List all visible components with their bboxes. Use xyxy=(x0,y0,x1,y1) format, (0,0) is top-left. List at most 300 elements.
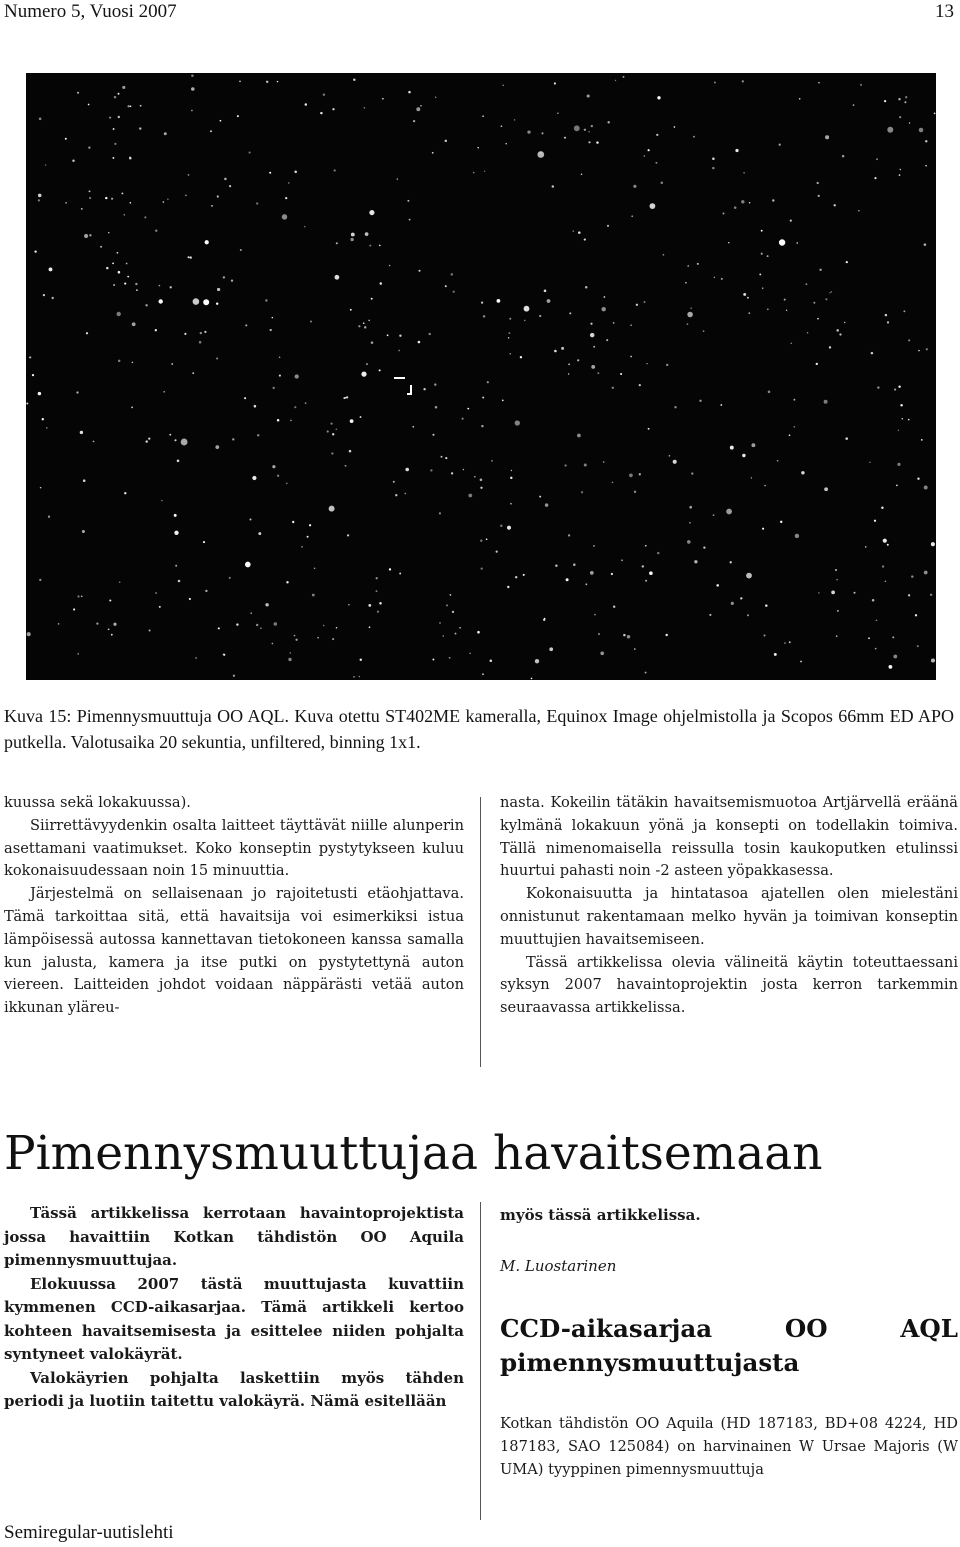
star xyxy=(749,202,750,203)
star xyxy=(192,372,194,374)
star xyxy=(389,265,391,267)
star xyxy=(407,200,409,202)
star xyxy=(581,173,583,175)
star xyxy=(408,91,411,94)
star xyxy=(389,568,391,570)
star xyxy=(731,602,734,605)
star xyxy=(312,594,315,597)
star xyxy=(898,430,899,431)
star xyxy=(591,365,595,369)
star xyxy=(515,420,520,425)
star xyxy=(899,116,901,118)
star xyxy=(236,623,238,625)
star xyxy=(379,245,381,247)
star xyxy=(824,400,828,404)
star xyxy=(728,242,729,243)
star xyxy=(118,360,120,362)
star xyxy=(547,299,551,303)
star xyxy=(369,245,371,247)
star xyxy=(223,653,225,655)
star xyxy=(693,136,695,138)
star xyxy=(515,576,517,578)
star xyxy=(712,157,715,160)
star xyxy=(480,487,482,489)
star xyxy=(332,433,334,435)
star xyxy=(590,323,592,325)
lead-paragraph: myös tässä artikkelissa. xyxy=(500,1206,701,1224)
star xyxy=(481,567,483,569)
star xyxy=(250,519,252,521)
star xyxy=(124,283,126,285)
star xyxy=(747,614,749,616)
star xyxy=(713,514,715,516)
star xyxy=(584,129,586,131)
star xyxy=(714,277,715,278)
star xyxy=(455,633,457,635)
star xyxy=(301,546,303,548)
paragraph: Tässä artikkelissa olevia välineitä käytin toteuttaessani syksyn 2007 havaintoprojektin josta kerron tarkemmin seuraavassa artikkelissa. xyxy=(500,953,958,1017)
star xyxy=(687,312,693,318)
star xyxy=(376,590,378,592)
star xyxy=(905,96,907,98)
star xyxy=(73,608,75,610)
author-name: M. Luostarinen xyxy=(500,1257,617,1275)
star xyxy=(793,426,795,428)
star xyxy=(309,524,311,526)
article-lead-continued xyxy=(500,1204,958,1228)
star xyxy=(428,333,430,335)
star xyxy=(818,195,820,197)
star xyxy=(216,302,218,304)
star xyxy=(926,348,928,350)
star xyxy=(317,637,319,639)
star xyxy=(451,472,453,474)
star xyxy=(310,321,312,323)
star xyxy=(799,98,801,100)
star xyxy=(931,658,935,662)
star xyxy=(442,635,444,637)
star xyxy=(743,172,745,174)
star xyxy=(432,152,434,154)
star xyxy=(751,477,752,478)
star xyxy=(584,463,587,466)
figure-caption: Kuva 15: Pimennysmuuttuja OO AQL. Kuva otettu ST402ME kameralla, Equinox Image ohjelmistolla ja Scopos 66mm ED APO putkella. Valotusaika 20 sekuntia, unfiltered, binning 1x1. xyxy=(4,706,954,752)
star xyxy=(286,483,288,485)
star xyxy=(502,400,504,402)
star xyxy=(114,96,117,99)
star xyxy=(216,358,218,360)
star-field-photo xyxy=(26,73,936,680)
star xyxy=(174,531,178,535)
star xyxy=(593,545,594,546)
lead-paragraph: Elokuussa 2007 tästä muuttujasta kuvattiin kymmenen CCD-aikasarjaa. Tämä artikkeli kertoo kohteen havaitsemisesta ja esittelee niiden pohjalta syntyneet valokäyrät. xyxy=(4,1274,464,1363)
star xyxy=(883,539,887,543)
star xyxy=(364,326,366,328)
star xyxy=(784,642,785,643)
star xyxy=(205,590,207,592)
star xyxy=(520,356,522,358)
star xyxy=(420,105,421,106)
star xyxy=(881,507,883,509)
star xyxy=(305,402,307,404)
star xyxy=(590,571,594,575)
star xyxy=(872,599,875,602)
star xyxy=(294,406,296,408)
star xyxy=(250,612,252,614)
star xyxy=(205,240,209,244)
issue-header: Numero 5, Vuosi 2007 xyxy=(4,1,177,22)
star xyxy=(108,628,110,630)
star xyxy=(277,475,279,477)
star xyxy=(650,203,656,209)
star xyxy=(768,391,771,394)
star xyxy=(163,391,165,393)
star xyxy=(132,322,136,326)
star xyxy=(434,383,436,385)
star xyxy=(834,204,836,206)
star xyxy=(330,422,332,424)
star xyxy=(543,619,545,621)
star xyxy=(869,462,870,463)
star xyxy=(853,104,855,106)
star xyxy=(887,544,889,546)
star xyxy=(127,105,129,107)
star xyxy=(663,254,665,256)
star xyxy=(818,82,820,84)
star xyxy=(801,471,804,474)
star xyxy=(646,363,648,365)
star xyxy=(191,87,195,91)
star xyxy=(335,275,340,280)
star xyxy=(903,310,905,312)
star xyxy=(416,107,420,111)
star xyxy=(510,503,512,505)
star xyxy=(673,460,677,464)
star xyxy=(48,516,50,518)
star xyxy=(555,564,557,566)
star xyxy=(607,225,609,227)
star xyxy=(490,660,493,663)
star xyxy=(865,546,867,548)
star xyxy=(252,476,256,480)
paragraph: kuussa sekä lokakuussa). xyxy=(4,794,191,811)
star xyxy=(523,574,525,576)
star xyxy=(925,140,927,142)
star xyxy=(703,547,705,549)
star xyxy=(42,418,44,420)
star xyxy=(805,283,807,285)
star xyxy=(645,672,647,674)
star xyxy=(393,481,395,483)
star xyxy=(272,317,273,318)
star xyxy=(712,167,714,169)
star xyxy=(254,405,257,408)
star xyxy=(295,639,297,641)
star xyxy=(645,545,647,547)
star xyxy=(591,125,593,127)
paragraph: Kotkan tähdistön OO Aquila (HD 187183, BD+08 4224, HD 187183, SAO 125084) on harvinainen W Ursae Majoris (W UMA) tyyppinen pimennysmuuttuja xyxy=(500,1415,958,1478)
star xyxy=(273,387,275,389)
star xyxy=(552,185,555,188)
star xyxy=(27,632,31,636)
star xyxy=(581,491,583,493)
star xyxy=(289,652,290,653)
star xyxy=(884,100,886,102)
paragraph: Siirrettävyydenkin osalta laitteet täyttävät niille alunperin asettamani vaatimukset. Koko konseptin pystytykseen kuluu kokonaisuudessaan noin 15 minuuttia. xyxy=(4,816,464,880)
star xyxy=(510,353,512,355)
star xyxy=(146,440,148,442)
star xyxy=(277,419,280,422)
star xyxy=(789,434,791,436)
star xyxy=(452,611,454,613)
star xyxy=(500,525,503,528)
star xyxy=(554,82,556,84)
star xyxy=(257,434,259,436)
column-divider xyxy=(480,797,481,1067)
star xyxy=(231,280,233,282)
star xyxy=(200,332,202,334)
star xyxy=(572,230,574,232)
star xyxy=(249,152,251,154)
star xyxy=(89,190,91,192)
star xyxy=(597,372,599,374)
star xyxy=(232,438,234,440)
star xyxy=(703,330,705,332)
star xyxy=(596,141,598,143)
star xyxy=(100,246,102,248)
star xyxy=(644,155,645,156)
star xyxy=(323,93,325,95)
star xyxy=(155,592,157,594)
star xyxy=(58,623,60,625)
star xyxy=(889,665,893,669)
star xyxy=(404,493,406,495)
star xyxy=(615,80,616,81)
star xyxy=(636,304,638,306)
star xyxy=(409,219,411,221)
star xyxy=(674,406,676,408)
star xyxy=(405,468,409,472)
star xyxy=(109,117,111,119)
star xyxy=(204,331,206,333)
star xyxy=(350,419,354,423)
star xyxy=(65,138,67,140)
star xyxy=(462,418,464,420)
star xyxy=(780,521,782,523)
star xyxy=(332,108,334,110)
star xyxy=(501,125,503,127)
star xyxy=(382,98,384,100)
star xyxy=(699,400,701,402)
star xyxy=(607,121,609,123)
star xyxy=(876,158,878,160)
star xyxy=(39,579,41,581)
star xyxy=(364,107,366,109)
star xyxy=(132,362,134,364)
paragraph: Kokonaisuutta ja hintatasoa ajatellen olen mielestäni onnistunut rakentamaan melko hyvän ja toimivan konseptin muuttujien havaitsemiseen. xyxy=(500,885,958,948)
star xyxy=(130,202,132,204)
star xyxy=(76,391,78,393)
section-title: CCD-aikasarjaa OO AQL pimennysmuuttujasta xyxy=(500,1314,958,1377)
star xyxy=(723,213,725,215)
star xyxy=(72,159,74,161)
star xyxy=(900,404,903,407)
star xyxy=(779,144,781,146)
star xyxy=(877,386,879,388)
star xyxy=(136,289,138,291)
star xyxy=(593,346,595,348)
star xyxy=(360,416,362,418)
star xyxy=(924,571,928,575)
star xyxy=(655,162,657,164)
star xyxy=(767,308,769,310)
star xyxy=(687,265,689,267)
star xyxy=(674,126,676,128)
star xyxy=(371,298,373,300)
star xyxy=(185,195,187,197)
star xyxy=(217,288,220,291)
star xyxy=(347,534,349,536)
star xyxy=(633,185,636,188)
star xyxy=(789,641,791,643)
star xyxy=(600,651,604,655)
star xyxy=(220,120,222,122)
star xyxy=(145,304,147,306)
star xyxy=(418,341,421,344)
star xyxy=(45,164,46,165)
star xyxy=(898,98,900,100)
star xyxy=(377,611,379,613)
star xyxy=(790,220,792,222)
star xyxy=(751,443,755,447)
star xyxy=(665,634,667,636)
star xyxy=(320,112,322,114)
star xyxy=(292,521,294,523)
star xyxy=(239,80,241,82)
star xyxy=(898,386,900,388)
star xyxy=(629,474,633,478)
star xyxy=(544,290,547,293)
star xyxy=(902,418,903,419)
star xyxy=(181,439,188,446)
star xyxy=(743,293,746,296)
star xyxy=(353,79,355,81)
star xyxy=(735,149,738,152)
star xyxy=(38,194,42,198)
star xyxy=(334,169,336,171)
star xyxy=(630,324,631,325)
star xyxy=(527,130,530,133)
star xyxy=(399,573,401,575)
star xyxy=(507,586,509,588)
star xyxy=(569,312,571,314)
star xyxy=(314,568,315,569)
star xyxy=(925,165,927,167)
star xyxy=(831,291,832,292)
star xyxy=(481,302,483,304)
star xyxy=(631,215,633,217)
star xyxy=(720,404,722,406)
star xyxy=(908,339,910,341)
star xyxy=(917,645,919,647)
star xyxy=(82,530,85,533)
star xyxy=(359,658,361,660)
star xyxy=(531,678,533,680)
star xyxy=(511,470,512,471)
star xyxy=(439,622,441,624)
star xyxy=(915,614,917,616)
star xyxy=(817,318,819,320)
star xyxy=(266,81,268,83)
star xyxy=(649,571,653,575)
star xyxy=(365,232,369,236)
star xyxy=(899,174,901,176)
star xyxy=(450,594,452,596)
article-title: Pimennysmuuttujaa havaitsemaan xyxy=(4,1126,823,1181)
star xyxy=(919,128,924,133)
star xyxy=(885,314,887,316)
star xyxy=(463,469,465,471)
star xyxy=(112,262,114,264)
star xyxy=(170,286,172,288)
star xyxy=(588,141,590,143)
star xyxy=(613,322,615,324)
star xyxy=(767,255,769,257)
star xyxy=(796,242,798,244)
star xyxy=(155,230,157,232)
star xyxy=(484,171,485,172)
star xyxy=(171,363,173,365)
star xyxy=(734,206,737,209)
star xyxy=(921,439,923,441)
star xyxy=(270,329,272,331)
star xyxy=(449,657,451,659)
star xyxy=(77,92,79,94)
star xyxy=(96,622,98,624)
star xyxy=(566,578,569,581)
star xyxy=(473,172,475,174)
star xyxy=(480,540,482,542)
star xyxy=(121,192,123,194)
star xyxy=(130,105,132,107)
star xyxy=(358,325,360,327)
star xyxy=(113,284,115,286)
star xyxy=(669,455,671,457)
star xyxy=(468,494,472,498)
star xyxy=(395,494,397,496)
star xyxy=(111,198,113,200)
star xyxy=(930,594,932,596)
star xyxy=(514,119,516,121)
star xyxy=(835,569,837,571)
star xyxy=(290,420,291,421)
star xyxy=(689,522,691,524)
star xyxy=(568,363,570,365)
star xyxy=(648,149,650,151)
star xyxy=(279,375,281,377)
star xyxy=(189,598,191,600)
star xyxy=(524,306,530,312)
lead-paragraph: Tässä artikkelissa kerrotaan havaintoprojektista jossa havaittiin Kotkan tähdistön OO Aquila pimennysmuuttujaa. xyxy=(4,1204,464,1269)
star xyxy=(577,359,579,361)
star xyxy=(510,477,512,479)
star xyxy=(818,592,820,594)
star xyxy=(304,226,306,228)
star xyxy=(445,285,447,287)
star xyxy=(645,580,647,582)
star xyxy=(842,155,845,158)
star xyxy=(398,350,400,352)
